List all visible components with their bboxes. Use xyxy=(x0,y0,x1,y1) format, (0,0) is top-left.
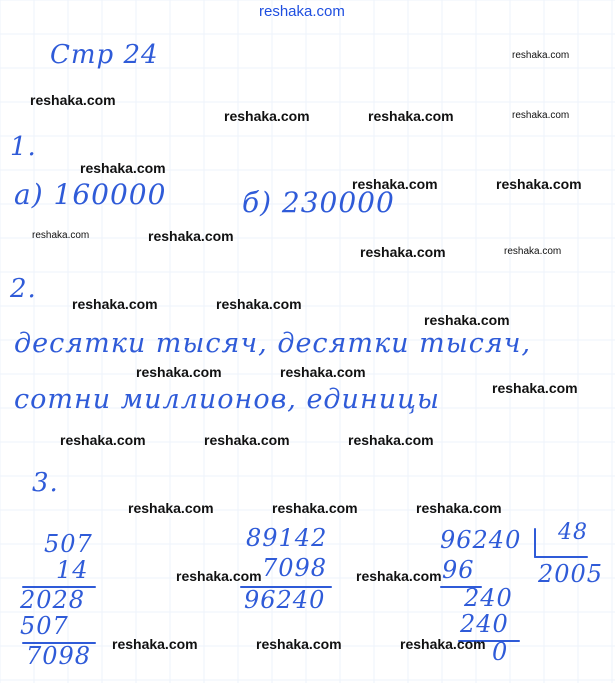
watermark: reshaka.com xyxy=(272,500,358,516)
mult-partial-2: 507 xyxy=(20,612,69,640)
watermark: reshaka.com xyxy=(400,636,486,652)
mult-top: 507 xyxy=(44,530,93,558)
task2-number: 2. xyxy=(10,274,37,304)
watermark: reshaka.com xyxy=(128,500,214,516)
task2-line1: десятки тысяч, десятки тысяч, xyxy=(14,328,532,359)
watermark: reshaka.com xyxy=(424,312,510,328)
watermark: reshaka.com xyxy=(80,160,166,176)
div-vertical xyxy=(534,528,536,558)
task1-answer-a: а) 160000 xyxy=(14,178,167,211)
task3-number: 3. xyxy=(32,468,59,498)
watermark: reshaka.com xyxy=(496,176,582,192)
watermark: reshaka.com xyxy=(148,228,234,244)
div-step-2: 240 xyxy=(464,584,513,612)
add-result: 96240 xyxy=(244,586,326,614)
div-horizontal xyxy=(534,556,588,558)
watermark: reshaka.com xyxy=(504,246,562,257)
watermark: reshaka.com xyxy=(492,380,578,396)
watermark: reshaka.com xyxy=(72,296,158,312)
div-remainder: 0 xyxy=(492,638,509,666)
watermark: reshaka.com xyxy=(224,108,310,124)
mult-result: 7098 xyxy=(26,642,92,670)
watermark: reshaka.com xyxy=(204,432,290,448)
watermark: reshaka.com xyxy=(416,500,502,516)
watermark: reshaka.com xyxy=(176,568,262,584)
mult-bottom: 14 xyxy=(56,556,89,584)
watermark: reshaka.com xyxy=(280,364,366,380)
watermark: reshaka.com xyxy=(360,244,446,260)
mult-partial-1: 2028 xyxy=(20,586,86,614)
div-step-1: 96 xyxy=(442,556,475,584)
add-bottom: 7098 xyxy=(262,554,328,582)
watermark: reshaka.com xyxy=(256,636,342,652)
div-quotient: 2005 xyxy=(538,560,604,588)
watermark: reshaka.com xyxy=(216,296,302,312)
watermark: reshaka.com xyxy=(356,568,442,584)
watermark: reshaka.com xyxy=(368,108,454,124)
add-top: 89142 xyxy=(246,524,328,552)
task1-answer-b: б) 230000 xyxy=(242,186,395,219)
watermark: reshaka.com xyxy=(348,432,434,448)
page-label: Стр 24 xyxy=(50,40,159,70)
watermark: reshaka.com xyxy=(32,230,90,241)
watermark: reshaka.com xyxy=(136,364,222,380)
task1-number: 1. xyxy=(10,132,37,162)
watermark: reshaka.com xyxy=(512,50,570,61)
watermark: reshaka.com xyxy=(30,92,116,108)
watermark: reshaka.com xyxy=(352,176,438,192)
div-dividend: 96240 xyxy=(440,526,522,554)
watermark: reshaka.com xyxy=(512,110,570,121)
watermark: reshaka.com xyxy=(112,636,198,652)
watermark: reshaka.com xyxy=(60,432,146,448)
site-header-link[interactable]: reshaka.com xyxy=(259,3,345,20)
task2-line2: сотни миллионов, единицы xyxy=(14,384,440,415)
div-step-3: 240 xyxy=(460,610,509,638)
div-divisor: 48 xyxy=(558,520,588,545)
